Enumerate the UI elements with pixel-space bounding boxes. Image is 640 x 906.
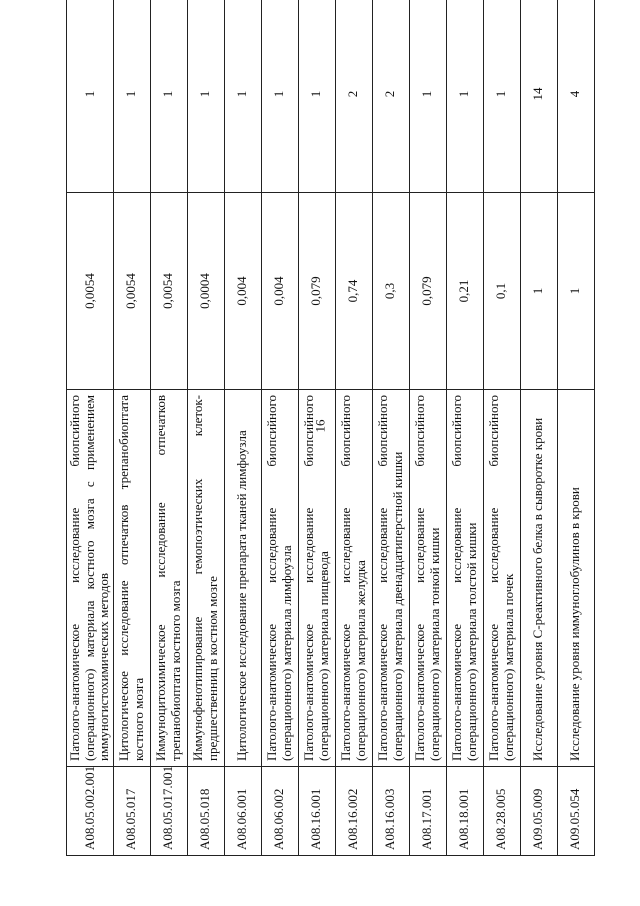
name-cell: Патолого-анатомическое исследование биопсийного (операционного) материала двенадцатиперстной кишки (372, 390, 409, 767)
code-cell: A08.05.017.001 (150, 767, 187, 856)
services-table-body (67, 0, 595, 856)
frequency-cell: 0,079 (409, 193, 446, 390)
frequency-cell: 0,21 (446, 193, 483, 390)
multiplicity-cell: 1 (113, 0, 150, 193)
table-row (224, 0, 261, 856)
name-cell: Исследование уровня иммуноглобулинов в крови (557, 390, 594, 767)
table-row (150, 0, 187, 856)
table-row (113, 0, 150, 856)
frequency-cell: 1 (557, 193, 594, 390)
name-cell: Патолого-анатомическое исследование биопсийного (операционного) материала костного мозга с применением иммуногистохимических методов (67, 390, 114, 767)
frequency-cell: 0,0054 (67, 193, 114, 390)
table-row (261, 0, 298, 856)
code-cell: A08.05.018 (187, 767, 224, 856)
table-row (187, 0, 224, 856)
name-cell: Иммунофенотипирование гемопоэтических клеток-предшественниц в костном мозге (187, 390, 224, 767)
frequency-cell: 0,0004 (187, 193, 224, 390)
multiplicity-cell: 1 (67, 0, 114, 193)
name-cell: Патолого-анатомическое исследование биопсийного (операционного) материала пищевода (298, 390, 335, 767)
table-row (409, 0, 446, 856)
multiplicity-cell: 1 (483, 0, 520, 193)
code-cell: A08.16.001 (298, 767, 335, 856)
multiplicity-cell: 2 (372, 0, 409, 193)
multiplicity-cell: 1 (224, 0, 261, 193)
rotated-table-container (66, 40, 592, 856)
name-cell: Цитологическое исследование отпечатков трепанобиоптата костного мозга (113, 390, 150, 767)
frequency-cell: 0,3 (372, 193, 409, 390)
table-row (446, 0, 483, 856)
multiplicity-cell: 1 (187, 0, 224, 193)
name-cell: Исследование уровня С-реактивного белка в сыворотке крови (520, 390, 557, 767)
code-cell: A08.16.002 (335, 767, 372, 856)
multiplicity-cell: 14 (520, 0, 557, 193)
page-number: 16 (312, 419, 327, 433)
multiplicity-cell: 1 (298, 0, 335, 193)
table-row (372, 0, 409, 856)
multiplicity-cell: 4 (557, 0, 594, 193)
multiplicity-cell: 2 (335, 0, 372, 193)
table-row (520, 0, 557, 856)
code-cell: A08.05.002.001 (67, 767, 114, 856)
frequency-cell: 0,0054 (150, 193, 187, 390)
code-cell: A08.18.001 (446, 767, 483, 856)
table-row (557, 0, 594, 856)
code-cell: A08.05.017 (113, 767, 150, 856)
table-row (298, 0, 335, 856)
name-cell: Цитологическое исследование препарата тканей лимфоузла (224, 390, 261, 767)
name-cell: Патолого-анатомическое исследование биопсийного (операционного) материала лимфоузла (261, 390, 298, 767)
code-cell: A08.16.003 (372, 767, 409, 856)
name-cell: Патолого-анатомическое исследование биопсийного (операционного) материала почек (483, 390, 520, 767)
table-row (67, 0, 114, 856)
frequency-cell: 0,004 (261, 193, 298, 390)
services-table (66, 0, 595, 856)
code-cell: A08.17.001 (409, 767, 446, 856)
multiplicity-cell: 1 (446, 0, 483, 193)
frequency-cell: 0,74 (335, 193, 372, 390)
frequency-cell: 0,0054 (113, 193, 150, 390)
frequency-cell: 1 (520, 193, 557, 390)
code-cell: A08.06.001 (224, 767, 261, 856)
table-row (483, 0, 520, 856)
code-cell: A08.06.002 (261, 767, 298, 856)
name-cell: Патолого-анатомическое исследование биопсийного (операционного) материала толстой кишки (446, 390, 483, 767)
code-cell: A08.28.005 (483, 767, 520, 856)
multiplicity-cell: 1 (261, 0, 298, 193)
frequency-cell: 0,004 (224, 193, 261, 390)
frequency-cell: 0,079 (298, 193, 335, 390)
name-cell: Патолого-анатомическое исследование биопсийного (операционного) материала тонкой кишки (409, 390, 446, 767)
multiplicity-cell: 1 (150, 0, 187, 193)
code-cell: A09.05.009 (520, 767, 557, 856)
table-row (335, 0, 372, 856)
frequency-cell: 0,1 (483, 193, 520, 390)
name-cell: Иммуноцитохимическое исследование отпечатков трепанобиоптата костного мозга (150, 390, 187, 767)
name-cell: Патолого-анатомическое исследование биопсийного (операционного) материала желудка (335, 390, 372, 767)
code-cell: A09.05.054 (557, 767, 594, 856)
multiplicity-cell: 1 (409, 0, 446, 193)
